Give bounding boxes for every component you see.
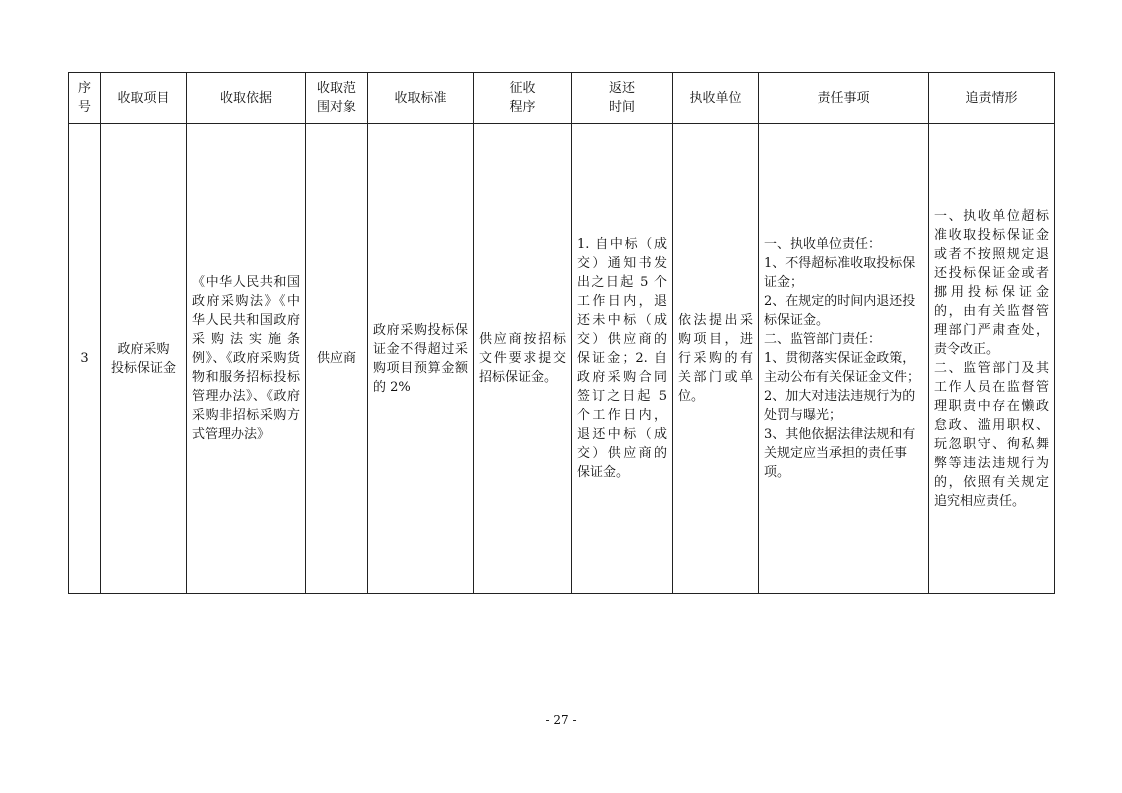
cell-seq: 3 xyxy=(69,124,101,594)
header-procedure: 征收 程序 xyxy=(474,73,572,124)
cell-item: 政府采购 投标保证金 xyxy=(101,124,187,594)
header-basis: 收取依据 xyxy=(187,73,306,124)
header-duty: 责任事项 xyxy=(759,73,929,124)
cell-procedure: 供应商按招标文件要求提交招标保证金。 xyxy=(474,124,572,594)
cell-standard: 政府采购投标保证金不得超过采购项目预算金额的 2% xyxy=(368,124,474,594)
cell-basis: 《中华人民共和国政府采购法》《中华人民共和国政府采购法实施条例》、《政府采购货物和服务招标投标管理办法》、《政府采购非招标采购方式管理办法》 xyxy=(187,124,306,594)
header-seq: 序 号 xyxy=(69,73,101,124)
cell-collector: 依法提出采购项目，进行采购的有关部门或单位。 xyxy=(673,124,759,594)
page-number: - 27 - xyxy=(545,713,577,727)
header-standard: 收取标准 xyxy=(368,73,474,124)
header-refund-time: 返还 时间 xyxy=(572,73,673,124)
cell-scope: 供应商 xyxy=(306,124,368,594)
fee-table xyxy=(68,72,1055,594)
cell-accountability: 一、执收单位超标准收取投标保证金或者不按照规定退还投标保证金或者挪用投标保证金的，由有关监督管理部门严肃查处，责令改正。 二、监管部门及其工作人员在监督管理职责中存在懒政怠政、滥用职权、玩忽职守、徇私舞弊等违法违规行为的，依照有关规定追究相应责任。 xyxy=(929,124,1055,594)
table-row xyxy=(69,124,1055,594)
header-collector: 执收单位 xyxy=(673,73,759,124)
header-row xyxy=(69,73,1055,124)
header-item: 收取项目 xyxy=(101,73,187,124)
header-scope: 收取范 围对象 xyxy=(306,73,368,124)
cell-refund-time: 1. 自中标（成交）通知书发出之日起 5 个工作日内，退还未中标（成交）供应商的保证金；2. 自政府采购合同签订之日起 5 个工作日内，退还中标（成交）供应商的保证金。 xyxy=(572,124,673,594)
cell-duty: 一、执收单位责任： 1、不得超标准收取投标保证金； 2、在规定的时间内退还投标保证金。 二、监管部门责任： 1、贯彻落实保证金政策，主动公布有关保证金文件； 2、加大对违法违规行为的处罚与曝光； 3、其他依据法律法规和有关规定应当承担的责任事项。 xyxy=(759,124,929,594)
header-accountability: 追责情形 xyxy=(929,73,1055,124)
